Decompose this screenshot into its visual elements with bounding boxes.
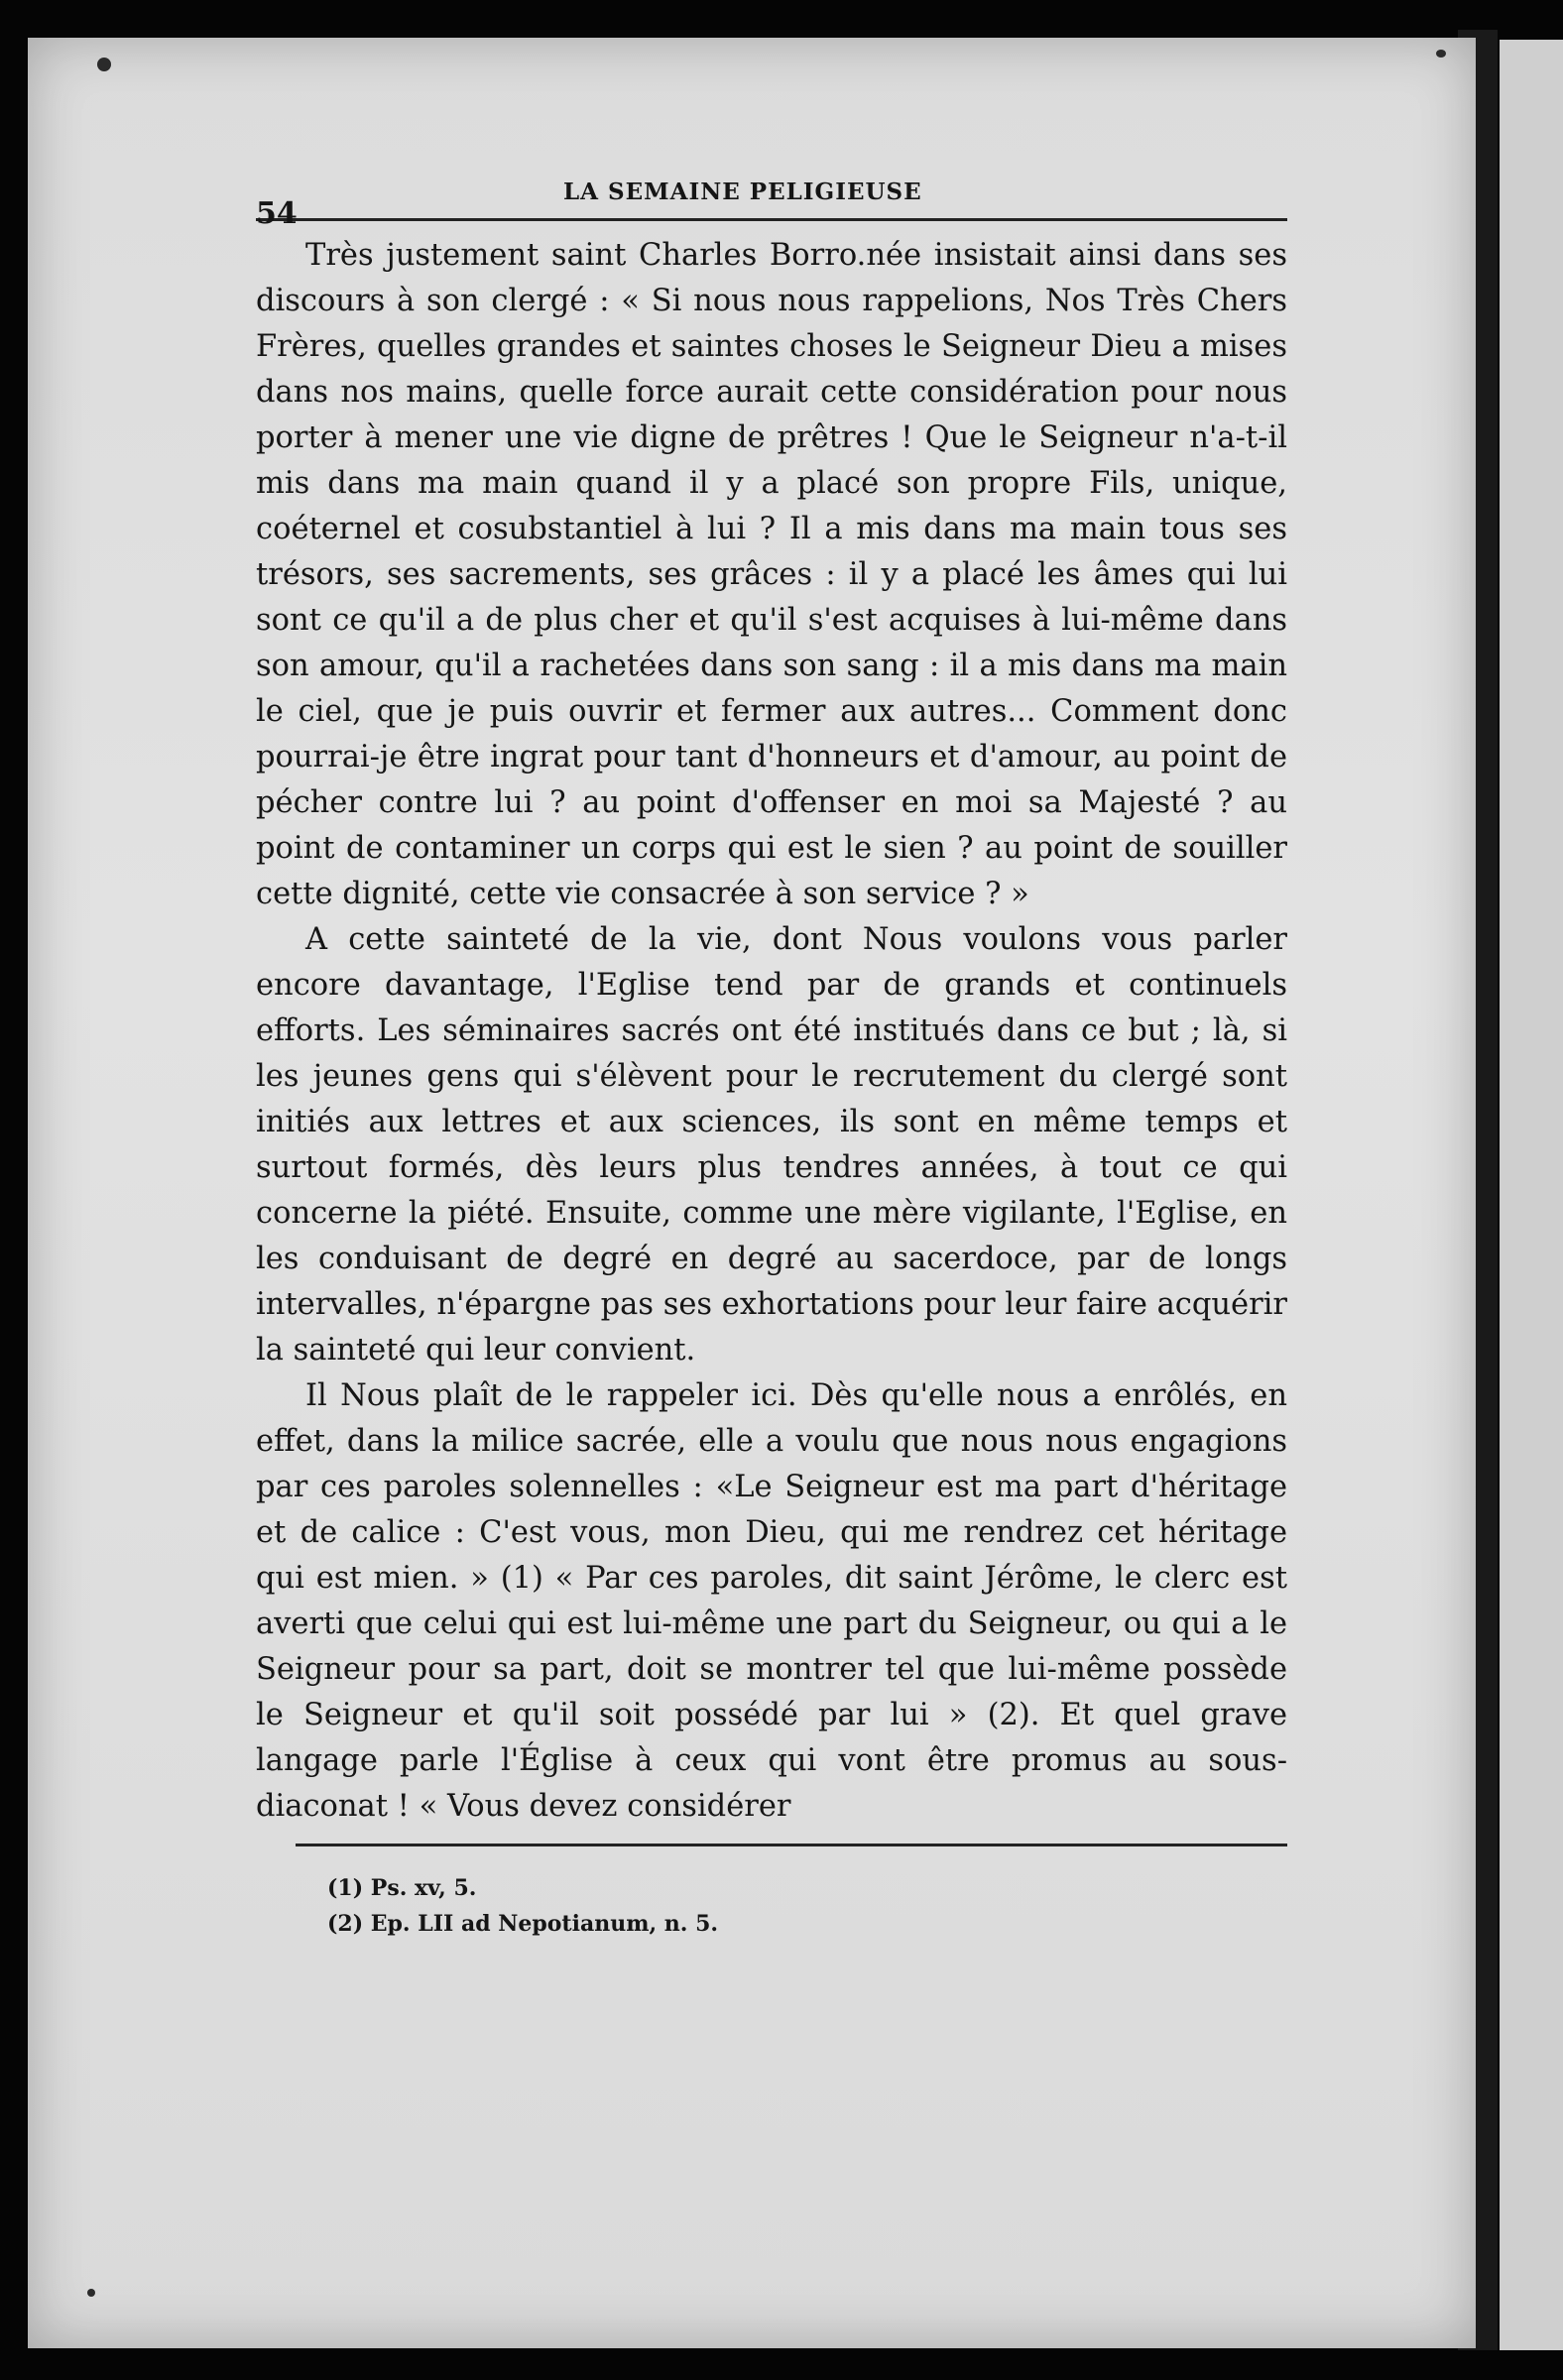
footnote-1: (1) Ps. xv, 5. [327,1875,477,1901]
paragraph: Très justement saint Charles Borro.née insistait ainsi dans ses discours à son clergé : « Si nous nous rappelions, Nos Très Chers Frères, quelles grandes et saintes choses le Seigneur Dieu a mises dans nos mains, quelle force aurait cette considération pour nous porter à mener une vie digne de prêtres ! Que le Seigneur n'a-t-il mis dans ma main quand il y a placé son propre Fils, unique, coéternel et cosubstantiel à lui ? Il a mis dans ma main tous ses trésors, ses sacrements, ses grâces : il y a placé les âmes qui lui sont ce qu'il a de plus cher et qu'il s'est acquises à lui-même dans son amour, qu'il a rachetées dans son sang : il a mis dans ma main le ciel, que je puis ouvrir et fermer aux autres... Comment donc pourrai-je être ingrat pour tant d'honneurs et d'amour, au point de pécher contre lui ? au point d'offenser en moi sa Majesté ? au point de contaminer un corps qui est le sien ? au point de souiller cette dignité, cette vie consacrée à son service ? » [256,238,1287,911]
footnote-divider [296,1844,1287,1846]
footnote-2: (2) Ep. LII ad Nepotianum, n. 5. [327,1911,719,1937]
scan-speck [87,2289,95,2297]
paragraph: A cette sainteté de la vie, dont Nous voulons vous parler encore davantage, l'Eglise tend par de grands et continuels efforts. Les séminaires sacrés ont été institués dans ce but ; là, si les jeunes gens qui s'élèvent pour le recrutement du clergé sont initiés aux lettres et aux sciences, ils sont en même temps et surtout formés, dès leurs plus tendres années, à tout ce qui concerne la piété. Ensuite, comme une mère vigilante, l'Eglise, en les conduisant de degré en degré au sacerdoce, par de longs intervalles, n'épargne pas ses exhortations pour leur faire acquérir la sainteté qui leur convient. [256,922,1287,1368]
body-text [256,233,1287,1830]
running-head [256,159,1287,231]
scan-speck [1436,50,1446,58]
page-text-block [256,159,1287,1942]
scan-speck [97,58,111,71]
paragraph: Il Nous plaît de le rappeler ici. Dès qu'elle nous a enrôlés, en effet, dans la milice sacrée, elle a voulu que nous nous engagions par ces paroles solennelles : «Le Seigneur est ma part d'héritage et de calice : C'est vous, mon Dieu, qui me rendrez cet héritage qui est mien. » (1) « Par ces paroles, dit saint Jérôme, le clerc est averti que celui qui est lui-même une part du Seigneur, ou qui a le Seigneur pour sa part, doit se montrer tel que lui-même possède le Seigneur et qu'il soit possédé par lui » (2). Et quel grave langage parle l'Église à ceux qui vont être promus au sous-diaconat ! « Vous devez considérer [256,1378,1287,1824]
adjacent-page-edge [1500,40,1563,2350]
footnotes [327,1870,1287,1942]
running-title: LA SEMAINE PELIGIEUSE [563,178,922,205]
page-number: 54 [256,196,298,231]
